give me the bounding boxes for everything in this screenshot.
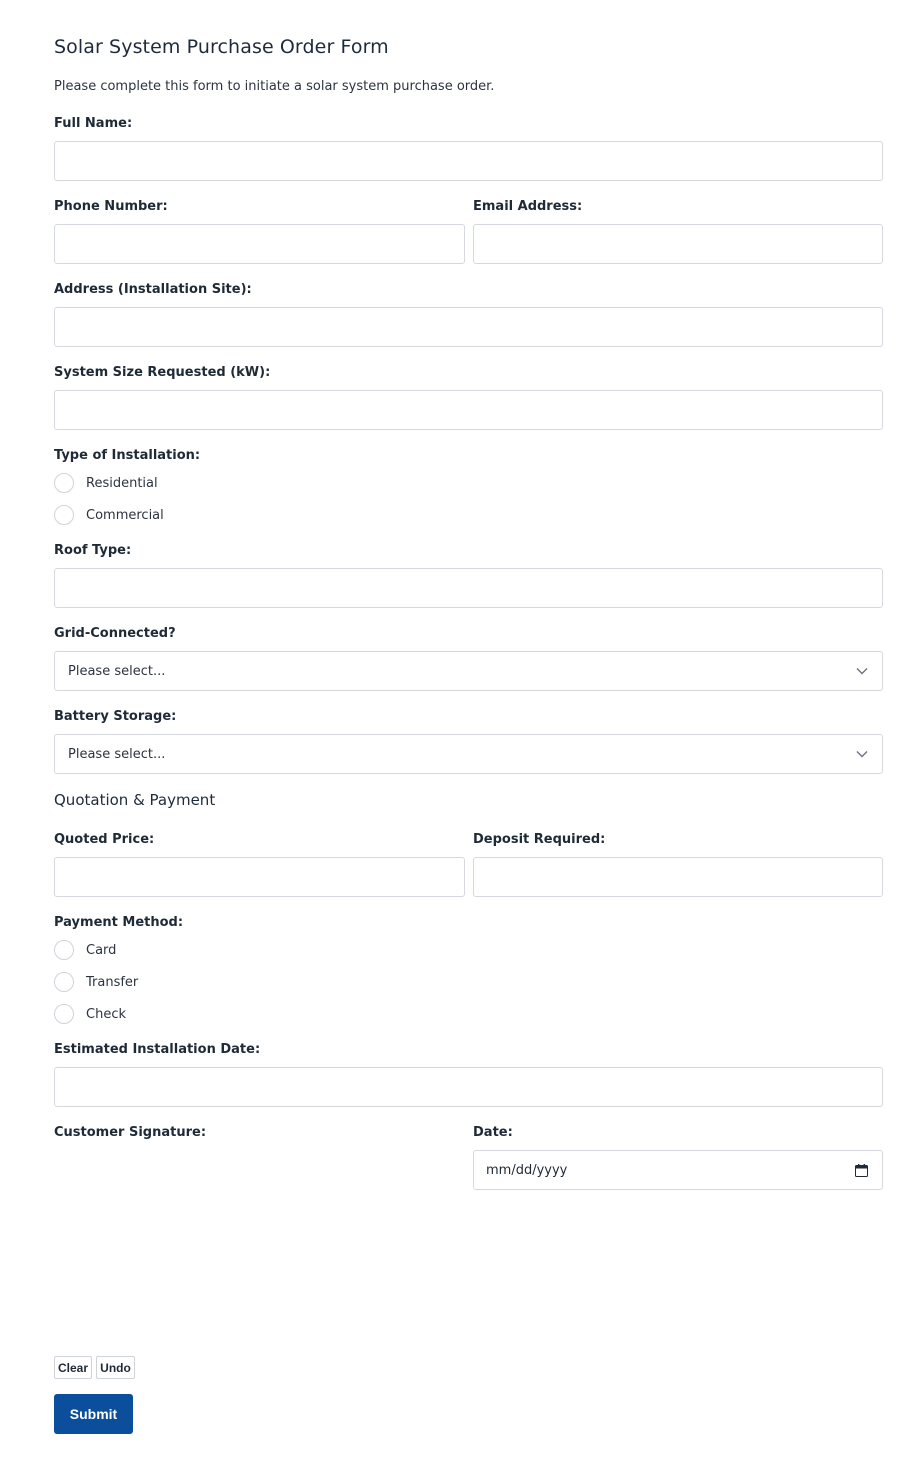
- grid-connected-select[interactable]: [54, 651, 883, 691]
- date-input[interactable]: [473, 1150, 883, 1190]
- radio-commercial[interactable]: [54, 504, 164, 526]
- phone-input[interactable]: [54, 224, 465, 264]
- system-size-input[interactable]: [54, 390, 883, 430]
- radio-label: Commercial: [86, 507, 164, 523]
- select-value: Please select...: [68, 663, 166, 679]
- quoted-price-input[interactable]: [54, 857, 465, 897]
- radio-residential[interactable]: [54, 472, 158, 494]
- radio-card[interactable]: [54, 939, 116, 961]
- page-title: Solar System Purchase Order Form: [54, 36, 389, 58]
- installation-type-label: Type of Installation:: [54, 448, 201, 463]
- install-date-input[interactable]: [54, 1067, 883, 1107]
- calendar-icon[interactable]: [855, 1164, 868, 1177]
- quoted-price-label: Quoted Price:: [54, 832, 155, 847]
- phone-label: Phone Number:: [54, 199, 168, 214]
- radio-transfer[interactable]: [54, 971, 138, 993]
- radio-label: Residential: [86, 475, 158, 491]
- chevron-down-icon: [856, 667, 868, 675]
- date-placeholder: mm/dd/yyyy: [486, 1162, 568, 1178]
- undo-signature-button[interactable]: Undo: [96, 1356, 135, 1379]
- clear-signature-button[interactable]: Clear: [54, 1356, 92, 1379]
- battery-storage-select[interactable]: [54, 734, 883, 774]
- radio-button[interactable]: [54, 972, 74, 992]
- radio-button[interactable]: [54, 940, 74, 960]
- radio-check[interactable]: [54, 1003, 126, 1025]
- chevron-down-icon: [856, 750, 868, 758]
- email-label: Email Address:: [473, 199, 583, 214]
- submit-button[interactable]: Submit: [54, 1394, 133, 1434]
- install-date-label: Estimated Installation Date:: [54, 1042, 261, 1057]
- select-value: Please select...: [68, 746, 166, 762]
- deposit-label: Deposit Required:: [473, 832, 606, 847]
- full-name-input[interactable]: [54, 141, 883, 181]
- radio-button[interactable]: [54, 473, 74, 493]
- signature-label: Customer Signature:: [54, 1125, 207, 1140]
- deposit-input[interactable]: [473, 857, 883, 897]
- battery-storage-label: Battery Storage:: [54, 709, 177, 724]
- radio-label: Transfer: [86, 974, 139, 990]
- address-label: Address (Installation Site):: [54, 282, 252, 297]
- grid-connected-label: Grid-Connected?: [54, 626, 176, 641]
- section-title-quotation: Quotation & Payment: [54, 791, 216, 809]
- radio-button[interactable]: [54, 1004, 74, 1024]
- radio-label: Card: [86, 942, 117, 958]
- payment-method-label: Payment Method:: [54, 915, 184, 930]
- signature-pad[interactable]: [54, 1150, 465, 1340]
- full-name-label: Full Name:: [54, 116, 133, 131]
- radio-label: Check: [86, 1006, 126, 1022]
- roof-type-input[interactable]: [54, 568, 883, 608]
- date-label: Date:: [473, 1125, 513, 1140]
- radio-button[interactable]: [54, 505, 74, 525]
- system-size-label: System Size Requested (kW):: [54, 365, 271, 380]
- form-description: Please complete this form to initiate a solar system purchase order.: [54, 79, 495, 94]
- email-input[interactable]: [473, 224, 883, 264]
- roof-type-label: Roof Type:: [54, 543, 132, 558]
- address-input[interactable]: [54, 307, 883, 347]
